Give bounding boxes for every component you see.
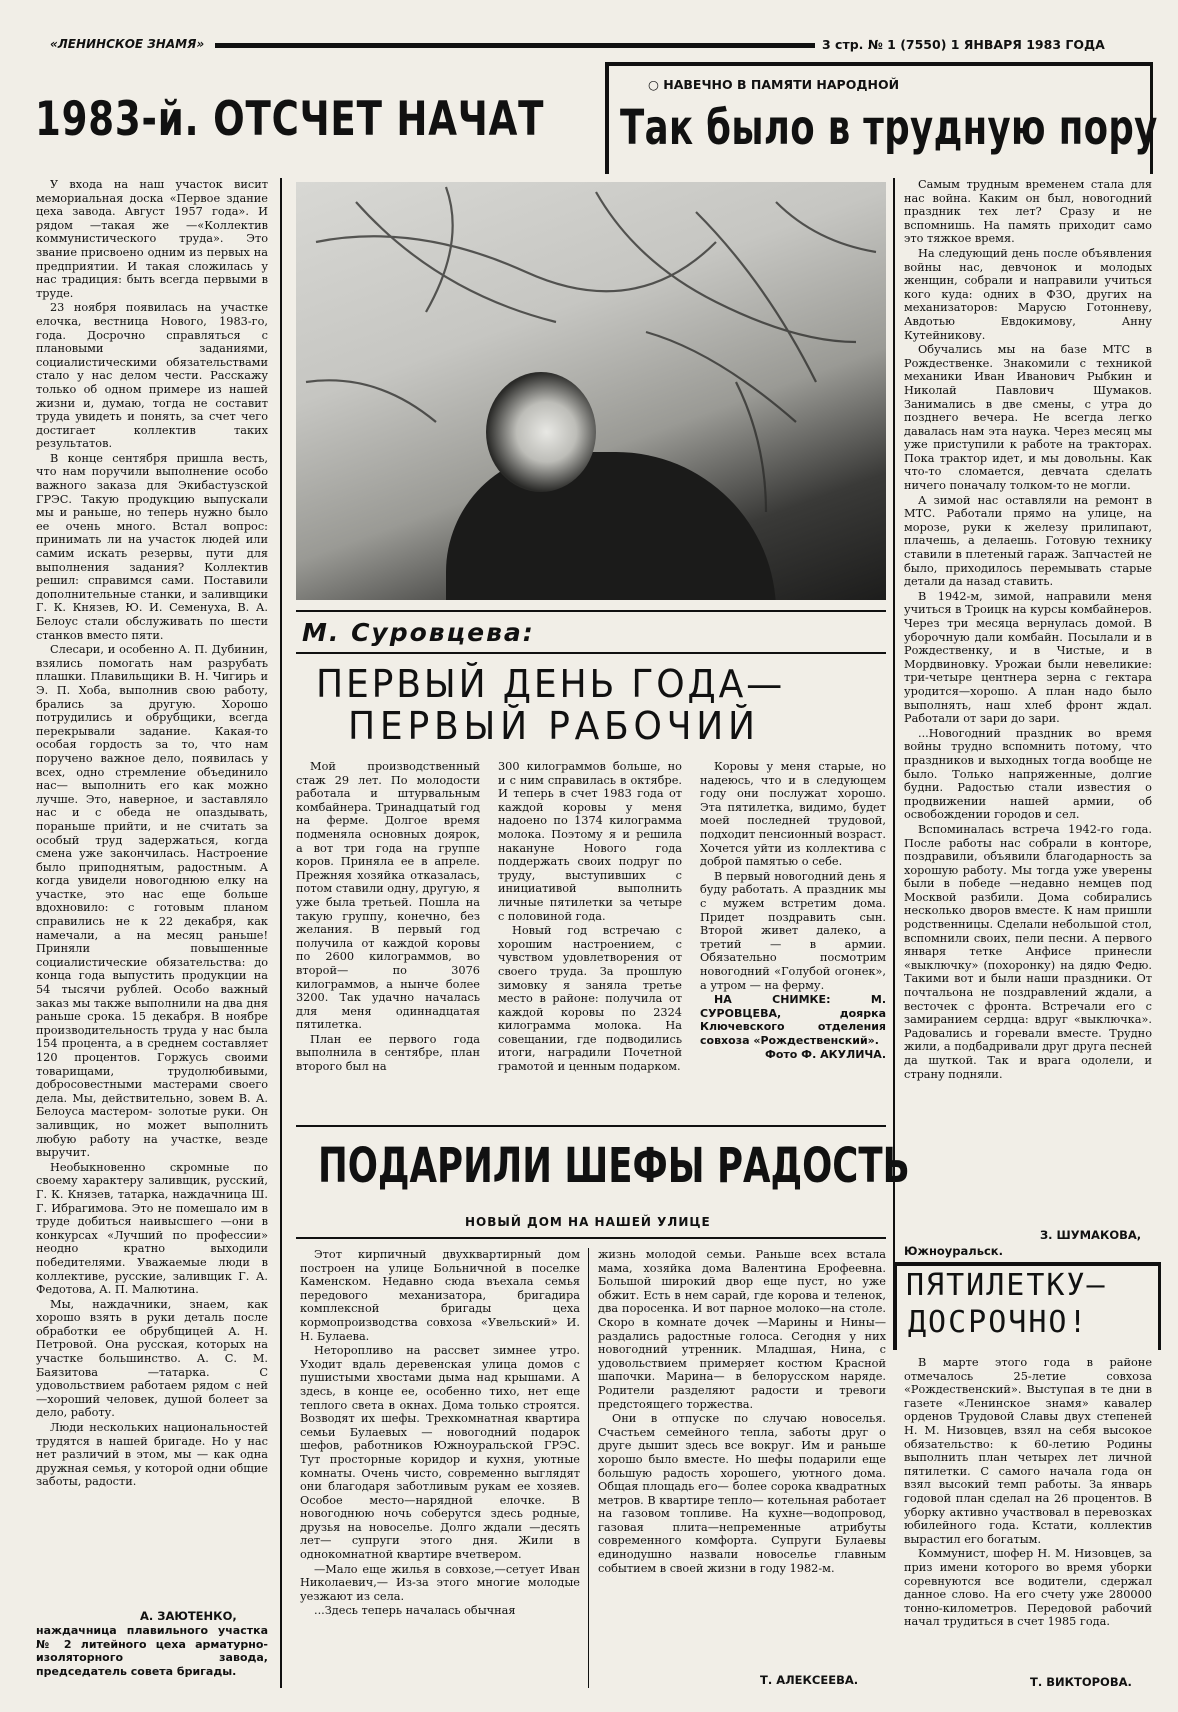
right-place: Южноуральск. bbox=[904, 1244, 1003, 1258]
rule-left bbox=[280, 178, 282, 1688]
right-p7: Вспоминалась встреча 1942-го года. После работы нас собрали в конторе, поздравили, объявили благодарность за хорошую работу. Мы тогда уже уверены были в победе —недавно немцев под Москвой разбили. Дома собирались несколько дворов вместе. К нам пришли родственницы. Сделали небольшой стол, вспомнили своих, пели песни. А первого января тетке Анфисе принесли «выключку» (похоронку) на дядю Федю. Такими вот и были наши праздники. От почтальона не поздравлений ждали, а весточек с фронта. Встречали его с замиранием сердца: вдруг «выключка». Радовались и горевали вместе. Трудно жили, а подбадривали друг друга песней да шуткой. Так и врага одолели, и страну подняли. bbox=[904, 822, 1152, 1081]
bottom-right-body bbox=[904, 1356, 1152, 1672]
center-col2-p1: 300 килограммов больше, но и с ним справилась в октябре. И теперь в счет 1983 года от каждой коровы у меня надоено по 1374 килограмма молока. Поэтому я и решила накануне Нового года поддержать своих подруг по труду, выступивших с инициативой выполнить личные пятилетки за четыре с половиной года. bbox=[498, 760, 682, 923]
issue-info: 3 стр. № 1 (7550) 1 ЯНВАРЯ 1983 ГОДА bbox=[822, 37, 1105, 52]
right-article-body bbox=[904, 178, 1152, 1226]
paper-name: «ЛЕНИНСКОЕ ЗНАМЯ» bbox=[50, 37, 205, 51]
bottom-center-author: Т. АЛЕКСЕЕВА. bbox=[760, 1673, 859, 1687]
bottom-right-author: Т. ВИКТОРОВА. bbox=[1030, 1675, 1132, 1689]
bottom-col1-p1: Этот кирпичный двухквартирный дом построен на улице Больничной в поселке Каменском. Недавно сюда въехала семья передового механизатора, бригадира комплексной бригады цеха кормопроизводства совхоза «Увельский» И. Н. Булаева. bbox=[300, 1248, 580, 1343]
bottom-right-title-line1: ПЯТИЛЕТКУ— bbox=[906, 1268, 1107, 1303]
rule-center-byline bbox=[296, 652, 886, 654]
center-col3 bbox=[700, 760, 886, 1090]
right-p5: В 1942-м, зимой, направили меня учиться в Троицк на курсы комбайнеров. Через три месяца вернулась домой. В уборочную дали комбайн. Посылали и в Рождественку, и в Чистые, и в Мордвиновку. Урожаи были невеликие: три-четыре центнера зерна с гектара уродится—хорошо. А план надо было выполнять, наш хлеб фронт ждал. Работали от зари до зари. bbox=[904, 589, 1152, 726]
bottom-col2-p1: жизнь молодой семьи. Раньше всех встала мама, хозяйка дома Валентина Ерофеевна. Большой широкий двор еще пуст, но уже обжит. Есть в нем сарай, где корова и теленок, два поросенка. И вот парное молоко—на столе. Скоро в комнате дочек —Марины и Нины—раздались радостные голоса. Сегодня у них новогодний утренник. Младшая, Нина, с удовольствием примеряет костюм Красной шапочки. Марина— в белорусском наряде. Родители разделяют радости и тревоги предстоящего торжества. bbox=[598, 1248, 886, 1411]
center-col2 bbox=[498, 760, 682, 1090]
center-col1 bbox=[296, 760, 480, 1090]
rule-right bbox=[893, 178, 895, 1288]
right-p1: Самым трудным временем стала для нас война. Каким он был, новогодний праздник тех лет? Сразу и не вспомнишь. На память приходит само это тяжкое время. bbox=[904, 178, 1152, 246]
photo-credit: Фото Ф. АКУЛИЧА. bbox=[764, 1048, 886, 1062]
center-title-line2: ПЕРВЫЙ РАБОЧИЙ bbox=[348, 704, 760, 748]
center-col2-p2: Новый год встречаю с хорошим настроением, с чувством удовлетворения от своего труда. За прошлую зимовку я заняла третье место в районе: получила от каждой коровы по 2324 килограмма молока. На совещании, где подводились итоги, наградили Почетной грамотой и ценным подарком. bbox=[498, 924, 682, 1074]
right-author: З. ШУМАКОВА, bbox=[1040, 1228, 1142, 1242]
bottom-right-title-line2: ДОСРОЧНО! bbox=[908, 1305, 1089, 1340]
left-p3: В конце сентября пришла весть, что нам поручили выполнение особо важного заказа для Экибастузской ГРЭС. Такую продукцию выпускали мы и раньше, но теперь нужно было ее очень много. Встал вопрос: принимать ли на участок людей или самим искать резервы, пути для выполнения задания? Коллектив решил: справимся сами. Поставили дополнительные станки, и заливщики Г. К. Князев, Ю. И. Семенуха, В. А. Белоус стали обслуживать по шести станков вместо пяти. bbox=[36, 451, 268, 642]
center-col3-p1: Коровы у меня старые, но надеюсь, что и в следующем году они послужат хорошо. Эта пятилетка, видимо, будет моей последней трудовой, подходит пенсионный возраст. Хочется уйти из коллектива с доброй памятью о себе. bbox=[700, 760, 886, 869]
right-p3: Обучались мы на базе МТС в Рождественке. Знакомили с техникой механики Иван Иванович Рыбкин и Николай Павлович Шумаков. Занимались в две смены, с утра до позднего вечера. Не всегда легко давалась нам эта наука. Через месяц мы уже приступили к работе на тракторах. Пока трактор идет, и мы довольны. Как что-то сломается, девчата сделать ничего поначалу толком-то не могли. bbox=[904, 343, 1152, 493]
bottom-col1-p2: Неторопливо на рассвет зимнее утро. Уходит вдаль деревенская улица домов с пушистыми хвостами дыма над крышами. А здесь, в конце ее, особенно тихо, нет еще теплого света в окнах. Дома только строятся. Возводят их шефы. Трехкомнатная квартира семьи Булаевых — новогодний подарок шефов, работников Южноуральской ГРЭС. Тут просторные коридор и кухня, уютные комнаты. Очень чисто, современно выглядят они благодаря заботливым рукам ее хозяев. Особое место—нарядной елочке. В новогоднюю ночь соберутся здесь родные, друзья на новоселье. Долго ждали —десять лет— супруги этого дня. Жили в однокомнатной квартире вчетвером. bbox=[300, 1344, 580, 1562]
rule-bottom-center-sub bbox=[296, 1237, 886, 1239]
rule-bottom-center-mid bbox=[588, 1248, 589, 1688]
right-article-title: Так было в трудную пору bbox=[620, 100, 1158, 156]
left-article-body bbox=[36, 178, 268, 1638]
right-kicker: ○ НАВЕЧНО В ПАМЯТИ НАРОДНОЙ bbox=[648, 77, 900, 92]
bottom-right-p2: Коммунист, шофер Н. М. Низовцев, за приз имени которого во время уборки соревнуются все водители, сдержал данное слово. На его счету уже 280000 тонно-километров. Передовой рабочий начал трудиться в счет 1985 года. bbox=[904, 1547, 1152, 1629]
left-p1: У входа на наш участок висит мемориальная доска «Первое здание цеха завода. Август 1957 года». И рядом —такая же —«Коллектив коммунистического труда». Это звание присвоено одним из первых на предприятии. И такая сложилась у нас традиция: быть всегда первыми в труде. bbox=[36, 178, 268, 300]
center-title-line1: ПЕРВЫЙ ДЕНЬ ГОДА— bbox=[316, 662, 786, 706]
bottom-col2-p2: Они в отпуске по случаю новоселья. Счастьем семейного тепла, заботы друг о друге дышит здесь все вокруг. Им и раньше хорошо было вместе. Но шефы подарили еще большую радость хорошего, уютного дома. Общая площадь его— более сорока квадратных метров. В квартире тепло— котельная работает на газовом топливе. На кухне—водопровод, газовая плита—непременные атрибуты современного комфорта. Супруги Булаевы единодушно назвали новоселье главным событием в своей жизни в году 1982-м. bbox=[598, 1412, 886, 1575]
bottom-center-title: ПОДАРИЛИ ШЕФЫ РАДОСТЬ bbox=[318, 1138, 910, 1194]
right-p4: А зимой нас оставляли на ремонт в МТС. Работали прямо на улице, на морозе, руки к железу прилипают, плачешь, а делаешь. Готовую технику ставили в плетеный гараж. Запчастей не было, приходилось перемывать старые детали да назад ставить. bbox=[904, 493, 1152, 589]
bottom-center-col2 bbox=[598, 1248, 886, 1668]
bottom-col1-p4: ...Здесь теперь началась обычная bbox=[314, 1604, 516, 1618]
left-p2: 23 ноября появилась на участке елочка, вестница Нового, 1983-го, года. Досрочно справляться с плановыми заданиями, социалистическими обязательствами стало у нас делом чести. Расскажу только об одном примере из нашей жизни и, думаю, тогда не составит труда увидеть и понять, за счет чего достигает коллектив таких результатов. bbox=[36, 301, 268, 451]
right-p6: ...Новогодний праздник во время войны трудно вспомнить потому, что праздников и выходных тогда вообще не было. Только напряженные, долгие будни. Радостью стали известия о продвижении нашей армии, об освобождении городов и сел. bbox=[904, 726, 1152, 822]
photo-milkmaid bbox=[296, 182, 886, 600]
right-p2: На следующий день после объявления войны нас, девчонок и молодых женщин, собрали и направили учиться кого куда: одних в ФЗО, других на механизаторов: Марусю Готонневу, Авдотью Евдокимову, Анну Кутейникову. bbox=[904, 246, 1152, 342]
left-p5: Необыкновенно скромные по своему характеру заливщик, русский, Г. К. Князев, татарка, наждачница Ш. Г. Ибрагимова. Это не помешало им в труде добиться наивысшего —они в конкурсах «Лучший по профессии» неодно кратно выходили победителями. Уважаемые люди в коллективе, русские, заливщик Г. А. Федотова, А. П. Малютина. bbox=[36, 1160, 268, 1297]
left-author-info: наждачница плавильного участка № 2 литейного цеха арматурно-изоляторного завода, председатель совета бригады. bbox=[36, 1624, 268, 1678]
bottom-center-col1 bbox=[300, 1248, 580, 1678]
header-rule bbox=[215, 43, 815, 48]
left-p6: Мы, наждачники, знаем, как хорошо взять в руки деталь после обработки ее обрубщицей А. Н. Петровой. Она русская, которых на участке большинство. А. С. М. Баязитова —татарка. С удовольствием работаем рядом с ней —хороший человек, душой болеет за дело, работу. bbox=[36, 1297, 268, 1420]
left-author: А. ЗАЮТЕНКО, bbox=[140, 1609, 237, 1623]
rule-bottom-center-top bbox=[296, 1125, 886, 1127]
rule-center-top bbox=[296, 610, 886, 612]
center-author-byline: М. Суровцева: bbox=[302, 618, 535, 647]
left-p4: Слесари, и особенно А. П. Дубинин, взялись помогать нам разрубать плашки. Плавильщики В. Н. Чигирь и Э. П. Хоба, выполнив свою работу, брались за другую. Хорошо потрудились и обрубщики, всегда перекрывали задание. Какая-то особая гордость за то, что нам поручено важное дело, появилась у всех, одно стремление объединило нас— выполнить его как можно лучше. Это, наверное, и заставляло нас и с обеда не опаздывать, пораньше прийти, и не считать за особый труд задержаться, когда смена уже закончилась. Настроение было приподнятым, радостным. А когда увидели новогоднюю елку на участке, это нас еще больше вдохновило: с готовым планом справились не к 22 декабря, как намечали, а на месяц раньше! Приняли повышенные социалистические обязательства: до конца года выпустить продукции на 54 тысячи рублей. Особо важный заказ мы также выполнили на два дня раньше срока. 15 декабря. В ноябре производительность труда у нас была 154 процента, а в среднем составляет 120 процентов. Горжусь своими товарищами, трудолюбивыми, добросовестными мастерами своего дела. Мы, действительно, зовем В. А. Белоуса мастером- золотые руки. Он заливщик, но может выполнить любую работу на участке, везде выручит. bbox=[36, 643, 268, 1160]
center-col1-p2: План ее первого года выполнила в сентябре, план второго был на bbox=[296, 1032, 480, 1074]
bottom-col1-p3: —Мало еще жилья в совхозе,—сетует Иван Николаевич,— Из-за этого многие молодые уезжают из села. bbox=[300, 1562, 580, 1603]
left-article-title: 1983-й. ОТСЧЕТ НАЧАТ bbox=[35, 92, 545, 147]
photo-figure-head bbox=[486, 372, 596, 492]
center-col3-p2: В первый новогодний день я буду работать. А праздник мы с мужем встретим дома. Придет поздравить сын. Второй живет далеко, а третий — в армии. Обязательно посмотрим новогодний «Голубой огонек», а утром — на ферму. bbox=[700, 869, 886, 992]
photo-caption: НА СНИМКЕ: М. СУРОВЦЕВА, доярка Ключевского отделения совхоза «Рождественский». bbox=[700, 993, 886, 1047]
left-p7: Люди нескольких национальностей трудятся в нашей бригаде. Но у нас нет различий в этом, мы — как одна дружная семья, у которой одни общие заботы, радости. bbox=[36, 1421, 268, 1489]
bottom-right-p1: В марте этого года в районе отмечалось 25-летие совхоза «Рождественский». Выступая в те дни в газете «Ленинское знамя» кавалер орденов Трудовой Славы двух степеней Н. М. Низовцев, взял на себя высокое обязательство: к 60-летию Родины выполнить план четырех лет личной пятилетки. С самого начала года он взял высокий темп работы. За январь годовой план сделал на 26 процентов. В уборку активно участвовал в перевозках юбилейного года. Кстати, коллектив вырастил его богатым. bbox=[904, 1356, 1152, 1546]
center-col1-p1: Мой производственный стаж 29 лет. По молодости работала и штурвальным комбайнера. Тринадцатый год на ферме. Долгое время подменяла основных доярок, а вот три года на группе коров. Приняла ее в апреле. Прежняя хозяйка отказалась, потом ставили одну, другую, я уже была третьей. Пошла на такую группу, конечно, без желания. В первый год получила от каждой коровы по 2600 килограммов, во второй— по 3076 килограммов, а нынче более 3200. Так удачно началась для меня одиннадцатая пятилетка. bbox=[296, 760, 480, 1032]
bottom-center-subtitle: НОВЫЙ ДОМ НА НАШЕЙ УЛИЦЕ bbox=[465, 1215, 711, 1229]
